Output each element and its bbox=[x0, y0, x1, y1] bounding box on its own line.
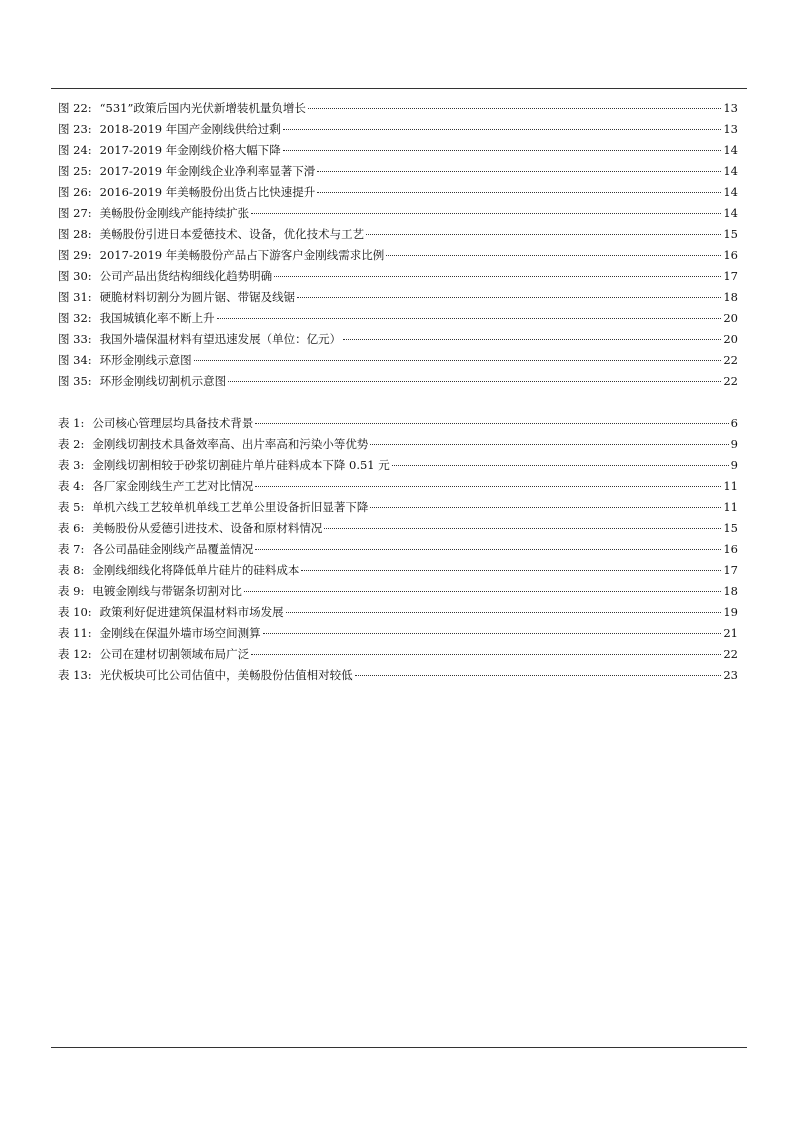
figure-entry-label: 图 25: bbox=[58, 164, 92, 178]
dot-leader bbox=[392, 465, 729, 466]
table-entry-label: 表 10: bbox=[58, 605, 92, 619]
dot-leader bbox=[283, 150, 722, 151]
table-entry-label: 表 5: bbox=[58, 500, 85, 514]
table-entry[interactable] bbox=[58, 644, 738, 665]
figure-entry-label: 图 34: bbox=[58, 353, 92, 367]
table-entry[interactable] bbox=[58, 602, 738, 623]
figure-entry[interactable] bbox=[58, 371, 738, 392]
figure-entry[interactable] bbox=[58, 98, 738, 119]
figure-entry-title: 硬脆材料切割分为圆片锯、带锯及线锯 bbox=[99, 290, 296, 304]
table-entry[interactable] bbox=[58, 518, 738, 539]
figure-entry-title: 美畅股份引进日本爱德技术、设备，优化技术与工艺 bbox=[99, 227, 365, 241]
figure-entry-label: 图 35: bbox=[58, 374, 92, 388]
table-entry-page-number: 9 bbox=[730, 437, 738, 451]
dot-leader bbox=[370, 507, 721, 508]
figure-index-list bbox=[58, 98, 738, 392]
table-entry[interactable] bbox=[58, 434, 738, 455]
table-entry-label: 表 4: bbox=[58, 479, 85, 493]
figure-entry-page-number: 22 bbox=[723, 374, 738, 388]
figure-entry-label: 图 24: bbox=[58, 143, 92, 157]
dot-leader bbox=[263, 633, 722, 634]
table-entry-page-number: 9 bbox=[730, 458, 738, 472]
figure-entry-page-number: 20 bbox=[723, 332, 738, 346]
table-entry-title: 光伏板块可比公司估值中，美畅股份估值相对较低 bbox=[99, 668, 353, 682]
table-entry-page-number: 11 bbox=[723, 479, 738, 493]
table-entry-page-number: 11 bbox=[723, 500, 738, 514]
table-entry[interactable] bbox=[58, 497, 738, 518]
table-entry-label: 表 1: bbox=[58, 416, 85, 430]
table-entry[interactable] bbox=[58, 665, 738, 686]
figure-entry-title: 公司产品出货结构细线化趋势明确 bbox=[99, 269, 273, 283]
table-entry-label: 表 9: bbox=[58, 584, 85, 598]
dot-leader bbox=[283, 129, 722, 130]
table-entry-title: 各公司晶硅金刚线产品覆盖情况 bbox=[92, 542, 254, 556]
footer-rule bbox=[51, 1047, 747, 1048]
table-entry[interactable] bbox=[58, 413, 738, 434]
dot-leader bbox=[251, 213, 721, 214]
table-entry-label: 表 12: bbox=[58, 647, 92, 661]
table-entry-page-number: 21 bbox=[723, 626, 738, 640]
table-entry-title: 金刚线切割相较于砂浆切割硅片单片硅料成本下降 0.51 元 bbox=[92, 458, 390, 472]
figure-entry-label: 图 30: bbox=[58, 269, 92, 283]
table-entry-title: 单机六线工艺较单机单线工艺单公里设备折旧显著下降 bbox=[92, 500, 369, 514]
figure-entry-label: 图 23: bbox=[58, 122, 92, 136]
figure-entry-page-number: 15 bbox=[723, 227, 738, 241]
table-entry-title: 公司在建材切割领域布局广泛 bbox=[99, 647, 250, 661]
dot-leader bbox=[317, 171, 721, 172]
table-entry-title: 电镀金刚线与带锯条切割对比 bbox=[92, 584, 242, 598]
dot-leader bbox=[255, 549, 721, 550]
table-entry-page-number: 16 bbox=[723, 542, 738, 556]
table-entry-page-number: 23 bbox=[723, 668, 738, 682]
dot-leader bbox=[228, 381, 721, 382]
figure-entry-title: 我国外墙保温材料有望迅速发展（单位：亿元） bbox=[99, 332, 342, 346]
dot-leader bbox=[386, 255, 721, 256]
figure-entry[interactable] bbox=[58, 266, 738, 287]
figure-entry-page-number: 14 bbox=[723, 164, 738, 178]
figure-entry-title: 2017-2019 年金刚线价格大幅下降 bbox=[99, 143, 281, 157]
table-entry-label: 表 3: bbox=[58, 458, 85, 472]
table-entry[interactable] bbox=[58, 476, 738, 497]
table-entry-label: 表 8: bbox=[58, 563, 85, 577]
figure-entry-label: 图 29: bbox=[58, 248, 92, 262]
header-rule bbox=[51, 88, 747, 89]
dot-leader bbox=[274, 276, 721, 277]
figure-entry-label: 图 27: bbox=[58, 206, 92, 220]
table-entry-title: 美畅股份从爱德引进技术、设备和原材料情况 bbox=[92, 521, 323, 535]
table-entry-title: 金刚线切割技术具备效率高、出片率高和污染小等优势 bbox=[92, 437, 369, 451]
table-entry-title: 金刚线在保温外墙市场空间测算 bbox=[99, 626, 261, 640]
figure-entry-title: 2017-2019 年金刚线企业净利率显著下滑 bbox=[99, 164, 316, 178]
figure-entry-page-number: 20 bbox=[723, 311, 738, 325]
table-entry-page-number: 18 bbox=[723, 584, 738, 598]
dot-leader bbox=[297, 297, 721, 298]
table-entry-page-number: 19 bbox=[723, 605, 738, 619]
figure-entry[interactable] bbox=[58, 203, 738, 224]
table-entry-label: 表 13: bbox=[58, 668, 92, 682]
figure-entry-title: “531”政策后国内光伏新增装机量负增长 bbox=[99, 101, 306, 115]
dot-leader bbox=[308, 108, 721, 109]
dot-leader bbox=[286, 612, 722, 613]
dot-leader bbox=[366, 234, 721, 235]
figure-entry[interactable] bbox=[58, 224, 738, 245]
figure-entry-page-number: 14 bbox=[723, 185, 738, 199]
table-entry-page-number: 15 bbox=[723, 521, 738, 535]
dot-leader bbox=[251, 654, 721, 655]
figure-entry-title: 2018-2019 年国产金刚线供给过剩 bbox=[99, 122, 281, 136]
dot-leader bbox=[343, 339, 721, 340]
table-entry[interactable] bbox=[58, 581, 738, 602]
table-entry[interactable] bbox=[58, 560, 738, 581]
table-entry-label: 表 6: bbox=[58, 521, 85, 535]
figure-entry-page-number: 13 bbox=[723, 122, 738, 136]
figure-entry[interactable] bbox=[58, 287, 738, 308]
figure-entry[interactable] bbox=[58, 161, 738, 182]
table-entry-label: 表 7: bbox=[58, 542, 85, 556]
dot-leader bbox=[217, 318, 722, 319]
figure-entry-label: 图 32: bbox=[58, 311, 92, 325]
table-entry-title: 金刚线细线化将降低单片硅片的硅料成本 bbox=[92, 563, 300, 577]
figure-entry-page-number: 14 bbox=[723, 143, 738, 157]
dot-leader bbox=[355, 675, 722, 676]
figure-entry[interactable] bbox=[58, 329, 738, 350]
figure-entry[interactable] bbox=[58, 308, 738, 329]
table-index-list bbox=[58, 413, 738, 686]
table-entry-page-number: 17 bbox=[723, 563, 738, 577]
dot-leader bbox=[370, 444, 728, 445]
figure-entry[interactable] bbox=[58, 140, 738, 161]
figure-entry-page-number: 16 bbox=[723, 248, 738, 262]
figure-entry-title: 我国城镇化率不断上升 bbox=[99, 311, 215, 325]
figure-entry[interactable] bbox=[58, 182, 738, 203]
table-entry[interactable] bbox=[58, 455, 738, 476]
figure-entry-page-number: 17 bbox=[723, 269, 738, 283]
figure-entry-title: 环形金刚线切割机示意图 bbox=[99, 374, 227, 388]
table-entry-title: 政策利好促进建筑保温材料市场发展 bbox=[99, 605, 284, 619]
figure-entry-label: 图 26: bbox=[58, 185, 92, 199]
figure-entry-page-number: 22 bbox=[723, 353, 738, 367]
figure-entry[interactable] bbox=[58, 119, 738, 140]
figure-entry-title: 美畅股份金刚线产能持续扩张 bbox=[99, 206, 250, 220]
figure-entry[interactable] bbox=[58, 245, 738, 266]
table-entry-label: 表 2: bbox=[58, 437, 85, 451]
table-entry[interactable] bbox=[58, 623, 738, 644]
figure-entry-label: 图 31: bbox=[58, 290, 92, 304]
dot-leader bbox=[301, 570, 721, 571]
figure-entry[interactable] bbox=[58, 350, 738, 371]
figure-entry-label: 图 22: bbox=[58, 101, 92, 115]
figure-entry-page-number: 18 bbox=[723, 290, 738, 304]
figure-entry-title: 2017-2019 年美畅股份产品占下游客户金刚线需求比例 bbox=[99, 248, 385, 262]
figure-entry-title: 2016-2019 年美畅股份出货占比快速提升 bbox=[99, 185, 316, 199]
dot-leader bbox=[244, 591, 722, 592]
dot-leader bbox=[255, 486, 721, 487]
dot-leader bbox=[324, 528, 721, 529]
figure-entry-label: 图 33: bbox=[58, 332, 92, 346]
figure-entry-label: 图 28: bbox=[58, 227, 92, 241]
table-entry-title: 各厂家金刚线生产工艺对比情况 bbox=[92, 479, 254, 493]
table-entry-page-number: 22 bbox=[723, 647, 738, 661]
figure-entry-page-number: 13 bbox=[723, 101, 738, 115]
dot-leader bbox=[255, 423, 728, 424]
figure-entry-page-number: 14 bbox=[723, 206, 738, 220]
table-entry-label: 表 11: bbox=[58, 626, 92, 640]
table-entry[interactable] bbox=[58, 539, 738, 560]
dot-leader bbox=[194, 360, 722, 361]
table-entry-title: 公司核心管理层均具备技术背景 bbox=[92, 416, 254, 430]
dot-leader bbox=[317, 192, 721, 193]
table-entry-page-number: 6 bbox=[730, 416, 738, 430]
figure-entry-title: 环形金刚线示意图 bbox=[99, 353, 192, 367]
